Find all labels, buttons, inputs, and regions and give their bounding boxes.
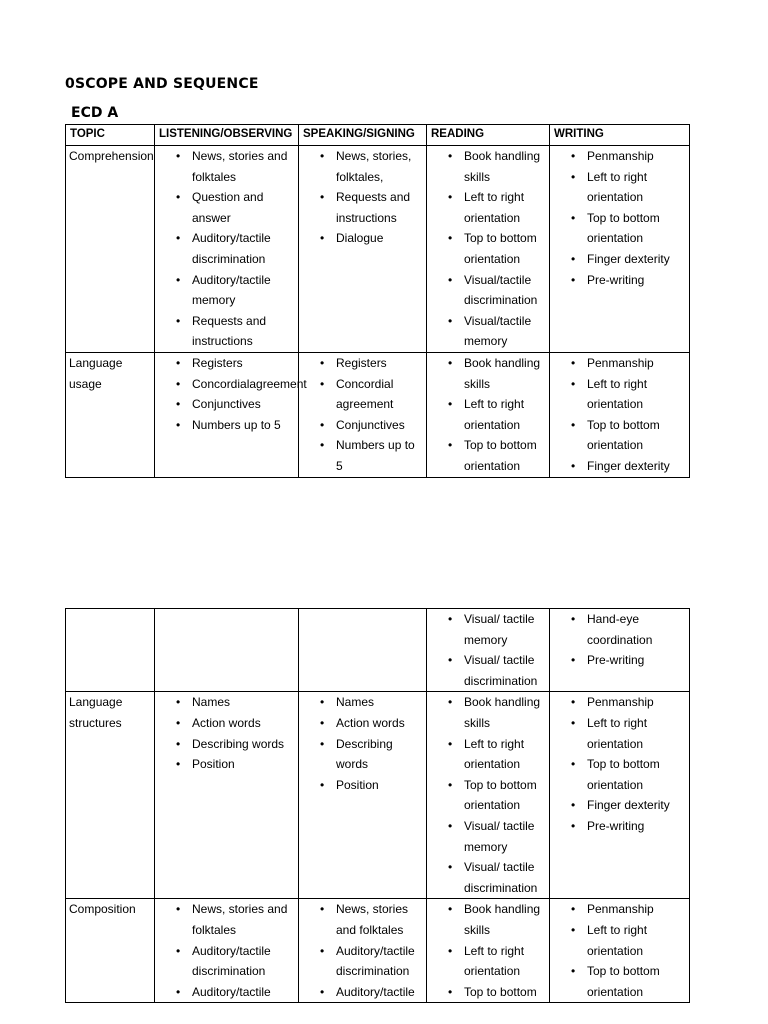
list-item: • Numbers up to 5	[302, 435, 423, 476]
topic-cell: Language usage	[66, 352, 155, 477]
bullet-list	[553, 146, 686, 290]
bullet-list	[430, 609, 546, 691]
list-item: • Finger dexterity	[553, 249, 686, 270]
list-item: • Registers	[158, 353, 295, 374]
list-item: • News, stories, folktales,	[302, 146, 423, 187]
list-item: • Book handling skills	[430, 899, 546, 940]
list-item: • Dialogue	[302, 228, 423, 249]
list-item: • Auditory/tactile	[302, 982, 423, 1003]
header-topic: TOPIC	[66, 125, 155, 146]
bullet-list	[158, 692, 295, 774]
list-item: • Concordialagreement	[158, 374, 295, 395]
header-writing: WRITING	[550, 125, 690, 146]
bullet-list	[302, 899, 423, 1002]
header-row	[66, 125, 690, 146]
list-item: • Left to right orientation	[553, 374, 686, 415]
list-item: • Auditory/tactile discrimination	[302, 941, 423, 982]
list-item: • Visual/tactile discrimination	[430, 270, 546, 311]
speaking-cell	[299, 609, 427, 692]
bullet-list	[302, 692, 423, 795]
speaking-cell	[299, 352, 427, 477]
list-item: • Describing words	[302, 734, 423, 775]
list-item: • Top to bottom orientation	[430, 435, 546, 476]
topic-cell	[66, 609, 155, 692]
list-item: • Position	[302, 775, 423, 796]
list-item: • Numbers up to 5	[158, 415, 295, 436]
list-item: • Book handling skills	[430, 146, 546, 187]
bullet-list	[553, 899, 686, 1002]
document-title: 0SCOPE AND SEQUENCE	[65, 76, 259, 92]
reading-cell	[427, 352, 550, 477]
bullet-list	[158, 146, 295, 352]
speaking-cell	[299, 692, 427, 899]
list-item: • Left to right orientation	[553, 713, 686, 754]
list-item: • Book handling skills	[430, 692, 546, 733]
list-item: • Book handling skills	[430, 353, 546, 394]
list-item: • Names	[302, 692, 423, 713]
reading-cell	[427, 692, 550, 899]
bullet-list	[430, 692, 546, 898]
bullet-list	[553, 692, 686, 836]
writing-cell	[550, 609, 690, 692]
reading-cell	[427, 609, 550, 692]
list-item: • Top to bottom orientation	[553, 415, 686, 456]
listening-cell	[155, 899, 299, 1003]
list-item: • Pre-writing	[553, 270, 686, 291]
list-item: • Left to right orientation	[553, 920, 686, 961]
list-item: • Finger dexterity	[553, 795, 686, 816]
header-reading: READING	[427, 125, 550, 146]
list-item: • Visual/ tactile memory	[430, 609, 546, 650]
bullet-list	[302, 353, 423, 477]
list-item: • Left to right orientation	[430, 941, 546, 982]
list-item: • Describing words	[158, 734, 295, 755]
list-item: • Finger dexterity	[553, 456, 686, 477]
list-item: • Left to right orientation	[430, 734, 546, 775]
listening-cell	[155, 352, 307, 477]
list-item: • Visual/tactile memory	[430, 311, 546, 352]
bullet-list	[430, 899, 546, 1002]
list-item: • Top to bottom orientation	[430, 228, 546, 269]
list-item: • Auditory/tactile memory	[158, 270, 295, 311]
list-item: • Action words	[158, 713, 295, 734]
writing-cell	[550, 692, 690, 899]
table-row	[66, 692, 690, 899]
list-item: • Left to right orientation	[430, 187, 546, 228]
list-item: • Left to right orientation	[553, 167, 686, 208]
list-item: • News, stories and folktales	[158, 146, 295, 187]
writing-cell	[550, 146, 690, 353]
table-row	[66, 899, 690, 1003]
speaking-cell	[299, 899, 427, 1003]
list-item: • Auditory/tactile	[158, 982, 295, 1003]
list-item: • Top to bottom	[430, 982, 546, 1003]
list-item: • Requests and instructions	[302, 187, 423, 228]
list-item: • News, stories and folktales	[302, 899, 423, 940]
list-item: • Penmanship	[553, 899, 686, 920]
list-item: • Hand-eye coordination	[553, 609, 686, 650]
scope-table-1	[65, 124, 690, 478]
table-row	[66, 352, 690, 477]
reading-cell	[427, 899, 550, 1003]
scope-table-2	[65, 608, 690, 1003]
list-item: • Auditory/tactile discrimination	[158, 228, 295, 269]
listening-cell	[155, 146, 299, 353]
speaking-cell	[299, 146, 427, 353]
list-item: • Left to right orientation	[430, 394, 546, 435]
list-item: • Position	[158, 754, 295, 775]
list-item: • Action words	[302, 713, 423, 734]
bullet-list	[553, 353, 686, 477]
list-item: • Pre-writing	[553, 650, 686, 671]
list-item: • Top to bottom orientation	[553, 961, 686, 1002]
table-row	[66, 609, 690, 692]
list-item: • Conjunctives	[302, 415, 423, 436]
writing-cell	[550, 352, 690, 477]
topic-cell: Comprehension	[66, 146, 155, 353]
list-item: • Requests and instructions	[158, 311, 295, 352]
bullet-list	[158, 899, 295, 1002]
list-item: • Top to bottom orientation	[553, 208, 686, 249]
list-item: • Names	[158, 692, 295, 713]
list-item: • Auditory/tactile discrimination	[158, 941, 295, 982]
bullet-list	[430, 146, 546, 352]
list-item: • Top to bottom orientation	[430, 775, 546, 816]
topic-cell: Composition	[66, 899, 155, 1003]
list-item: • Penmanship	[553, 146, 686, 167]
bullet-list	[553, 609, 686, 671]
list-item: • Pre-writing	[553, 816, 686, 837]
listening-cell	[155, 609, 299, 692]
list-item: • Top to bottom orientation	[553, 754, 686, 795]
list-item: • Visual/ tactile discrimination	[430, 650, 546, 691]
list-item: • Visual/ tactile discrimination	[430, 857, 546, 898]
bullet-list	[430, 353, 546, 477]
header-speaking: SPEAKING/SIGNING	[299, 125, 427, 146]
writing-cell	[550, 899, 690, 1003]
list-item: • News, stories and folktales	[158, 899, 295, 940]
header-listening: LISTENING/OBSERVING	[155, 125, 299, 146]
bullet-list	[302, 146, 423, 249]
listening-cell	[155, 692, 299, 899]
bullet-list	[158, 353, 307, 435]
topic-cell: Language structures	[66, 692, 155, 899]
section-heading: ECD A	[71, 105, 119, 121]
list-item: • Registers	[302, 353, 423, 374]
list-item: • Question and answer	[158, 187, 295, 228]
reading-cell	[427, 146, 550, 353]
list-item: • Penmanship	[553, 692, 686, 713]
list-item: • Visual/ tactile memory	[430, 816, 546, 857]
table-row	[66, 146, 690, 353]
list-item: • Concordial agreement	[302, 374, 423, 415]
list-item: • Conjunctives	[158, 394, 295, 415]
list-item: • Penmanship	[553, 353, 686, 374]
